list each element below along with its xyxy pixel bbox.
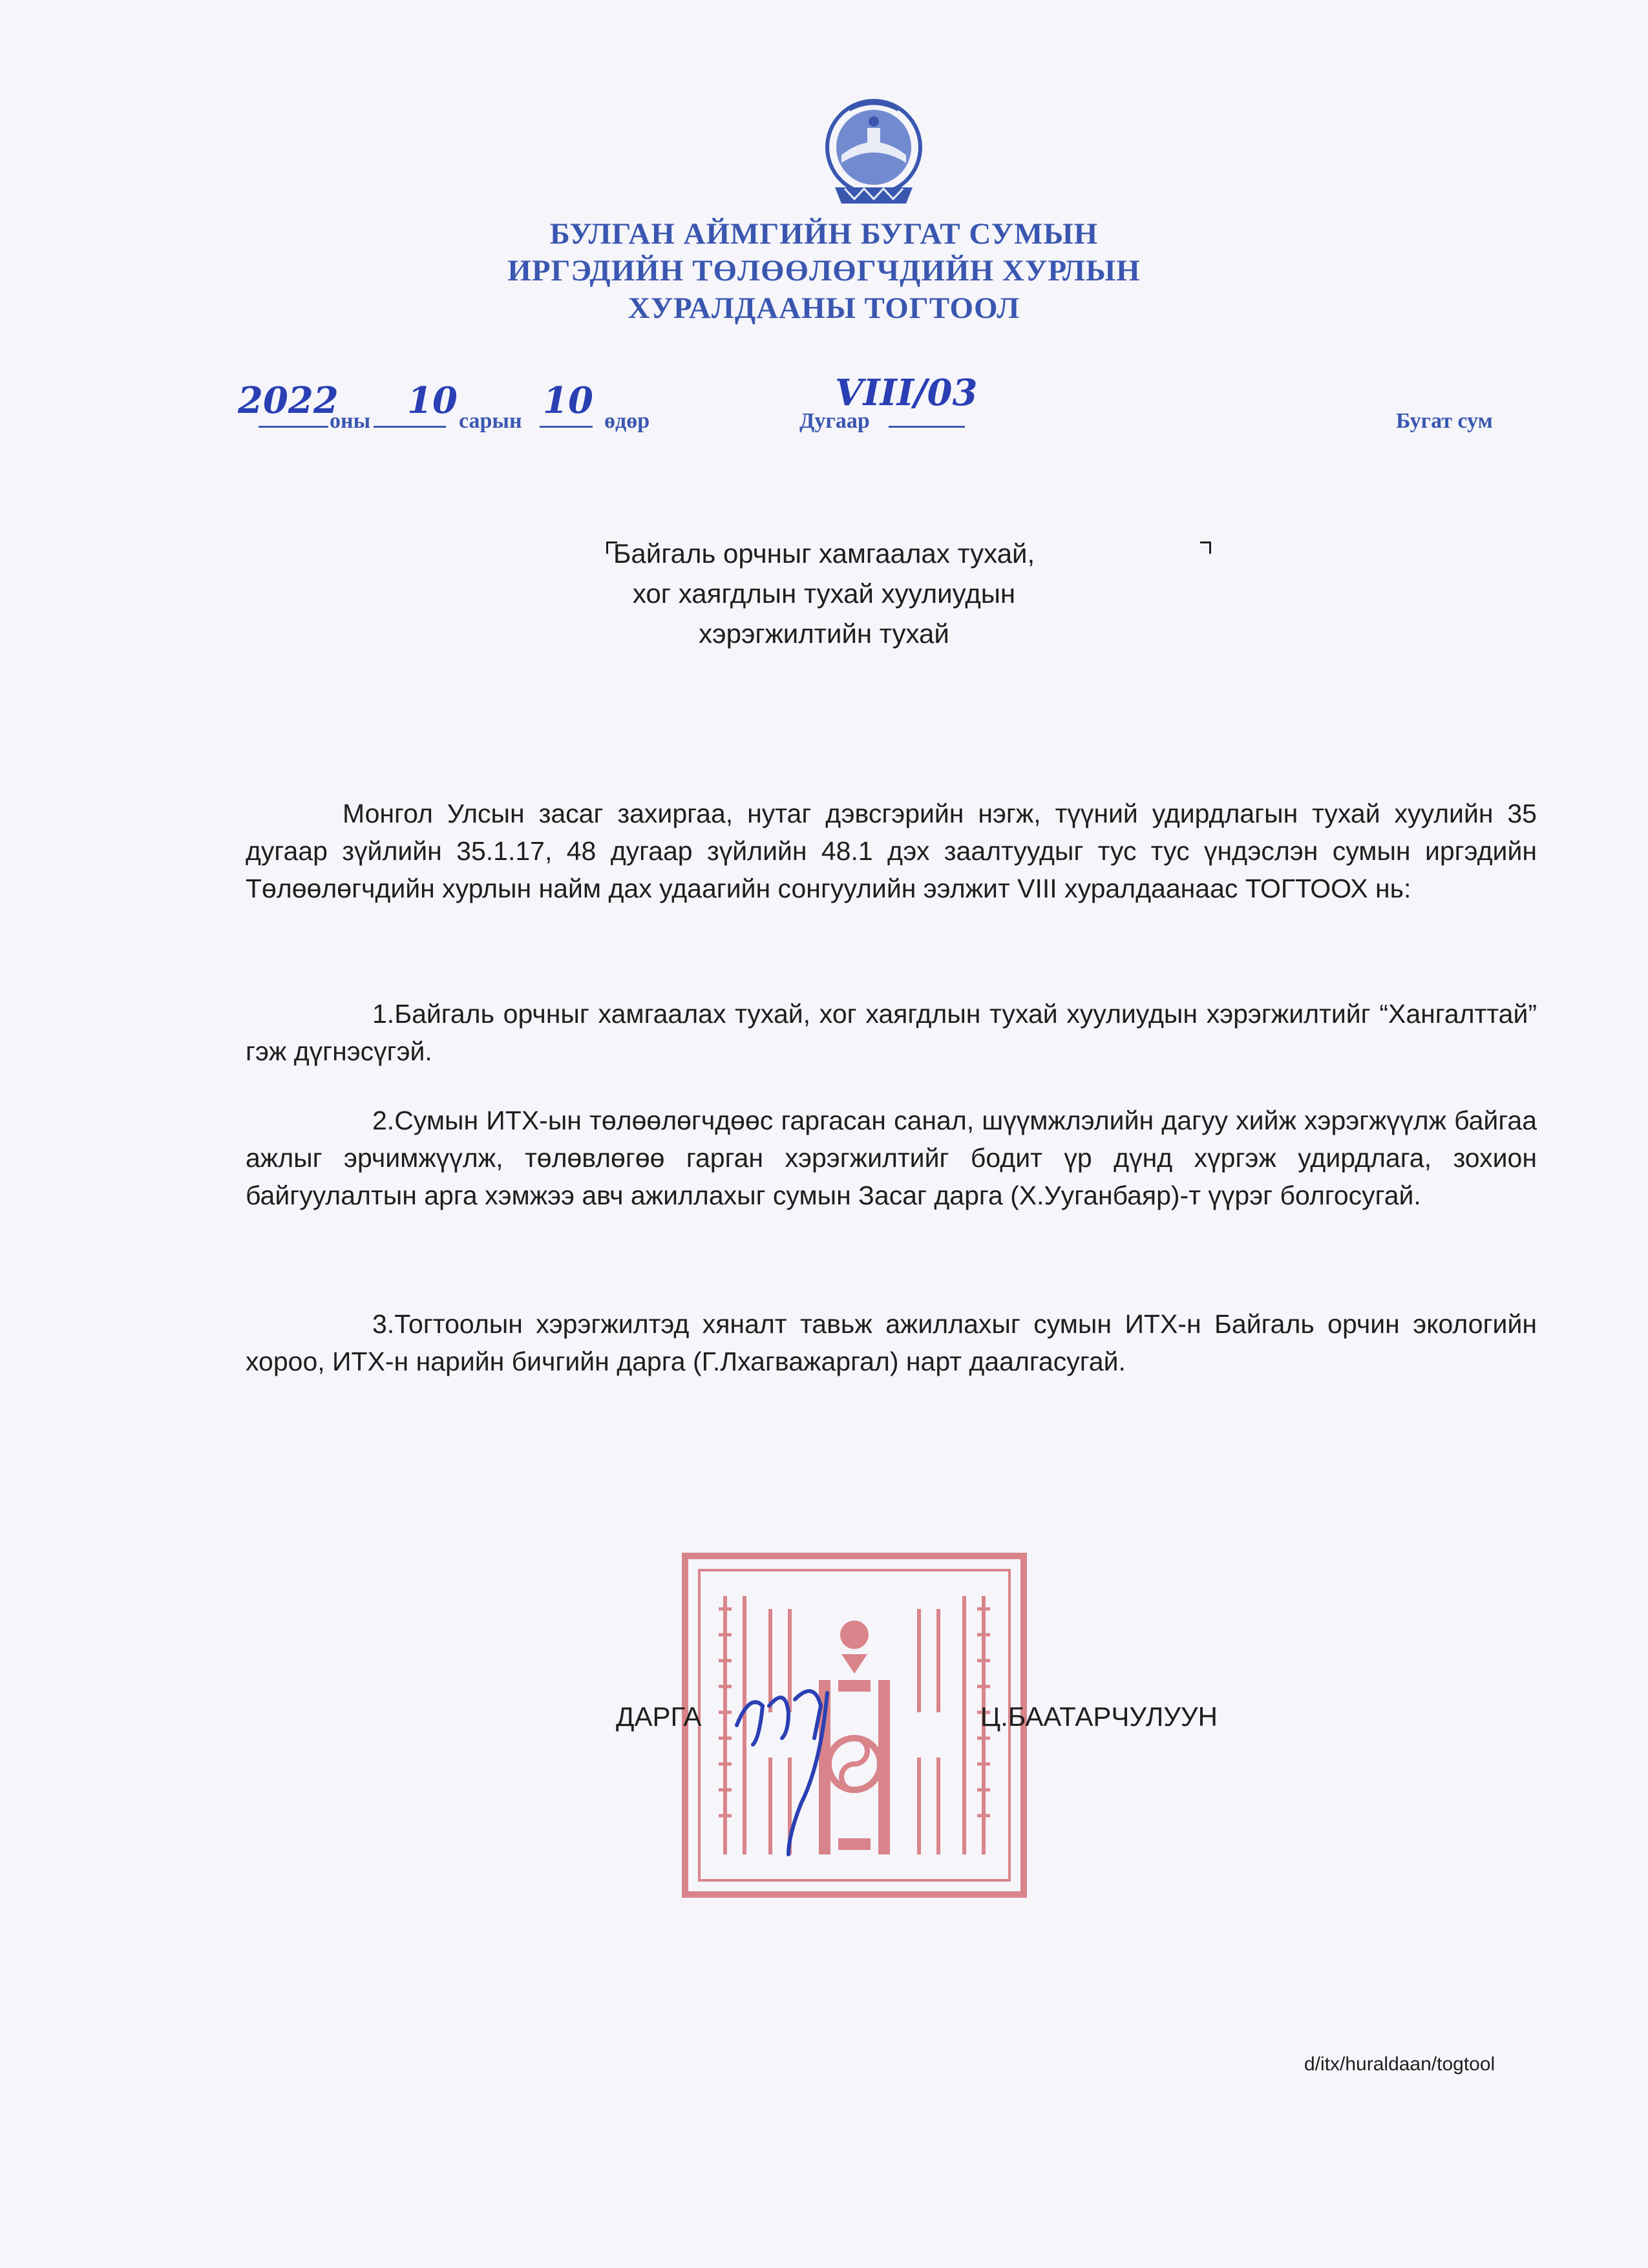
body-item-1: 1.Байгаль орчныг хамгаалах тухай, хог хаягдлын тухай хуулиудын хэрэгжилтийг “Хангалттай” гэж дүгнэсүгэй.	[246, 999, 1537, 1066]
handwritten-year: 2022	[238, 379, 339, 422]
place-label: Бугат сум	[1396, 409, 1493, 433]
subject-line-3: хэрэгжилтийн тухай	[699, 618, 949, 649]
signatory-name: Ц.БААТАРЧУЛУУН	[980, 1701, 1218, 1732]
number-label: Дугаар	[799, 409, 870, 433]
year-label: оны	[330, 409, 371, 433]
handwritten-day: 10	[543, 379, 593, 422]
body-item-2: 2.Сумын ИТХ-ын төлөөлөгчдөөс гаргасан санал, шүүмжлэлийн дагуу хийж хэрэгжүүлж байгаа ажлыг эрчимжүүлж, төлөвлөгөө гарган хэрэгжилтийг бодит үр дүнд хүргэж удирдлага, зохион байгуулалтын арга хэмжээ авч ажиллахыг сумын Засаг дарга (Х.Ууганбаяр)-т үүрэг болгосугай.	[246, 1106, 1537, 1210]
day-label: өдөр	[604, 409, 650, 433]
state-emblem-icon	[816, 90, 932, 213]
handwritten-signature-icon	[724, 1667, 853, 1861]
handwritten-number: VIII/03	[835, 372, 978, 414]
header-line-1: БУЛГАН АЙМГИЙН БУГАТ СУМЫН	[549, 217, 1099, 251]
month-label: сарын	[459, 409, 522, 433]
body-preamble: Монгол Улсын засаг захиргаа, нутаг дэвсгэрийн нэгж, түүний удирдлагын тухай хуулийн 35 дугаар зүйлийн 35.1.17, 48 дугаар зүйлийн 48.1 дэх заалтуудыг тус тус үндэслэн сумын иргэдийн Төлөөлөгчдийн хурлын найм дах удаагийн сонгуулийн ээлжит VIII хуралдаанаас ТОГТООХ нь:	[246, 799, 1537, 903]
month-blank	[374, 404, 446, 428]
document-code: d/itx/huraldaan/togtool	[1304, 2053, 1495, 2075]
subject-line-2: хог хаягдлын тухай хуулиудын	[632, 578, 1016, 609]
number-blank	[889, 404, 965, 428]
subject-block	[0, 534, 1648, 654]
year-blank	[259, 404, 328, 428]
day-blank	[540, 404, 593, 428]
date-row	[0, 372, 1648, 443]
subject-line-1: Байгаль орчныг хамгаалах тухай,	[613, 538, 1035, 569]
body-item-3: 3.Тогтоолын хэрэгжилтэд хяналт тавьж ажиллахыг сумын ИТХ-н Байгаль орчин экологийн хороо, ИТХ-н нарийн бичгийн дарга (Г.Лхагважаргал) нарт даалгасугай.	[246, 1309, 1537, 1376]
header-line-3: ХУРАЛДААНЫ ТОГТООЛ	[628, 291, 1020, 325]
header-line-2: ИРГЭДИЙН ТӨЛӨӨЛӨГЧДИЙН ХУРЛЫН	[507, 254, 1141, 288]
handwritten-month: 10	[407, 379, 458, 422]
signature-title: ДАРГА	[616, 1701, 702, 1732]
